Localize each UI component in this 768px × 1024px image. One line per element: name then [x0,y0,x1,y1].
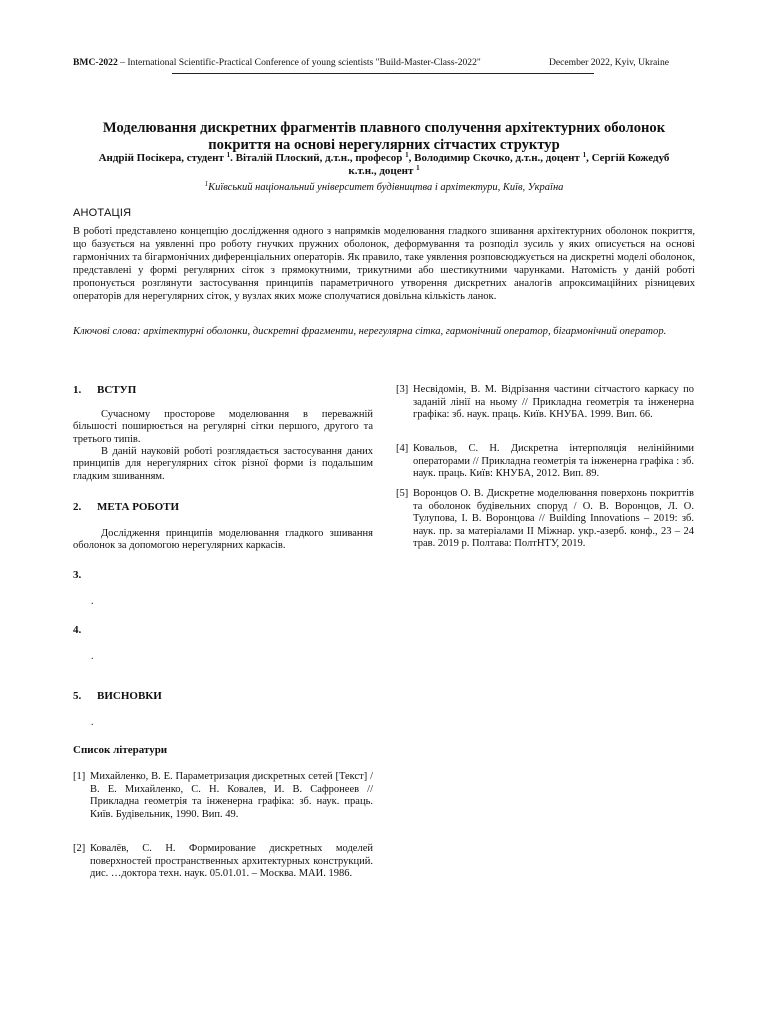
reference-item: [5] Воронцов О. В. Дискретне моделювання поверхонь покриттів та оболонок будівельних споруд / О. В. Воронцов, Л. О. Тулупова, І. В. Воронцова // Building Innovations – 2019: зб. наук. пр. за матеріалами II Міжнар. укр.-азерб. конф., 23 – 24 трав. 2019 р. Полтава: ПолтНТУ, 2019. [396,488,694,549]
abstract-text: В роботі представлено концепцію дослідження одного з напрямків моделювання гладкого зшивання архітектурних оболонок покриття, що базується на уявленні про роботу гнучких пружних оболонок, деформування та розподіл зусиль у яких описується на основі гармонічних та бігармонічних диференціальних операторів. Як правило, таке уявлення розповсюджується на дискретні моделі оболонок, представлені у формі регулярних сіток з прямокутними, трикутними або шестикутними чарунками. Натомість у даній роботі пропонується розглянути застосування принципів параметричного утворення дискретних аналогів апроксимаційних різницевих операторів для нерегулярних сіток, у вузлах яких може сполучатися довільна кількість ланок. [73,226,695,302]
section-heading: 5. ВИСНОВКИ [73,690,162,702]
conference-name: BMC-2022 – International Scientific-Practical Conference of young scientists "Build-Master-Class-2022" [73,57,481,68]
section-heading: 1. ВСТУП [73,384,137,396]
paragraph: Сучасному просторове моделювання в переважній більшості поширюється на регулярні сітки першого, другого та третього типів. [73,409,373,445]
references-heading: Список літератури [73,744,168,756]
paragraph: В даній науковій роботі розглядається застосування даних принципів для нерегулярних сіток різної форми із подальшим гладким зшиванням. [73,446,373,482]
reference-item: [1] Михайленко, В. Е. Параметризация дискретных сетей [Текст] / В. Е. Михайленко, С. Н. Ковалев, И. В. Сафронеев // Прикладна геометрія та інженерна графіка: зб. наук. праць. Київ. Будівельник, 1990. Вип. 49. [73,771,373,820]
section-heading: 3. [73,569,82,581]
section-heading: 4. [73,624,82,636]
conference-date: December 2022, Kyiv, Ukraine [548,57,669,68]
paper-title: Моделювання дискретних фрагментів плавного сполучення архітектурних оболонок покриття на основі нерегулярних сітчастих структур [102,120,666,153]
author-list: Андрій Посікера, студент $^1$. Віталій Плоский, д.т.н., професор $^1$, Володимир Скочко, д.т.н., доцент $^1$, Сергій Кожедуб к.т.н., доцент $^1$ [98,151,670,177]
section-heading: 2. МЕТА РОБОТИ [73,501,180,513]
paragraph: Дослідження принципів моделювання гладкого зшивання оболонок за допомогою нерегулярних каркасів. [73,528,373,552]
placeholder-dot: . [91,596,94,607]
keywords: Ключові слова: архітектурні оболонки, дискретні фрагменти, нерегулярна сітка, гармонічний оператор, бігармонічний оператор. [73,326,667,337]
affiliation: $^1$Київський національний університет будівництва і архітектури, Київ, Україна [204,180,564,193]
placeholder-dot: . [91,717,94,728]
reference-item: [4] Ковальов, С. Н. Дискретна інтерполяція нелінійними операторами // Прикладна геометрія та інженерна графіка : зб. наук. праць. Київ: КНУБА, 2012. Вип. 89. [396,443,694,479]
reference-item: [2] Ковалёв, С. Н. Формирование дискретных моделей поверхностей пространственных архитектурных конструкций. дис. …доктора техн. наук. 05.01.01. – Москва. МАИ. 1986. [73,843,373,879]
placeholder-dot: . [91,651,94,662]
abstract-heading: АНОТАЦІЯ [73,207,132,219]
reference-item: [3] Несвідомін, В. М. Відрізання частини сітчастого каркасу по заданій лінії на ньому // Прикладна геометрія та інженерна графіка: зб. наук. праць. Київ. КНУБА. 1999. Вип. 66. [396,384,694,420]
header-rule [172,73,594,74]
